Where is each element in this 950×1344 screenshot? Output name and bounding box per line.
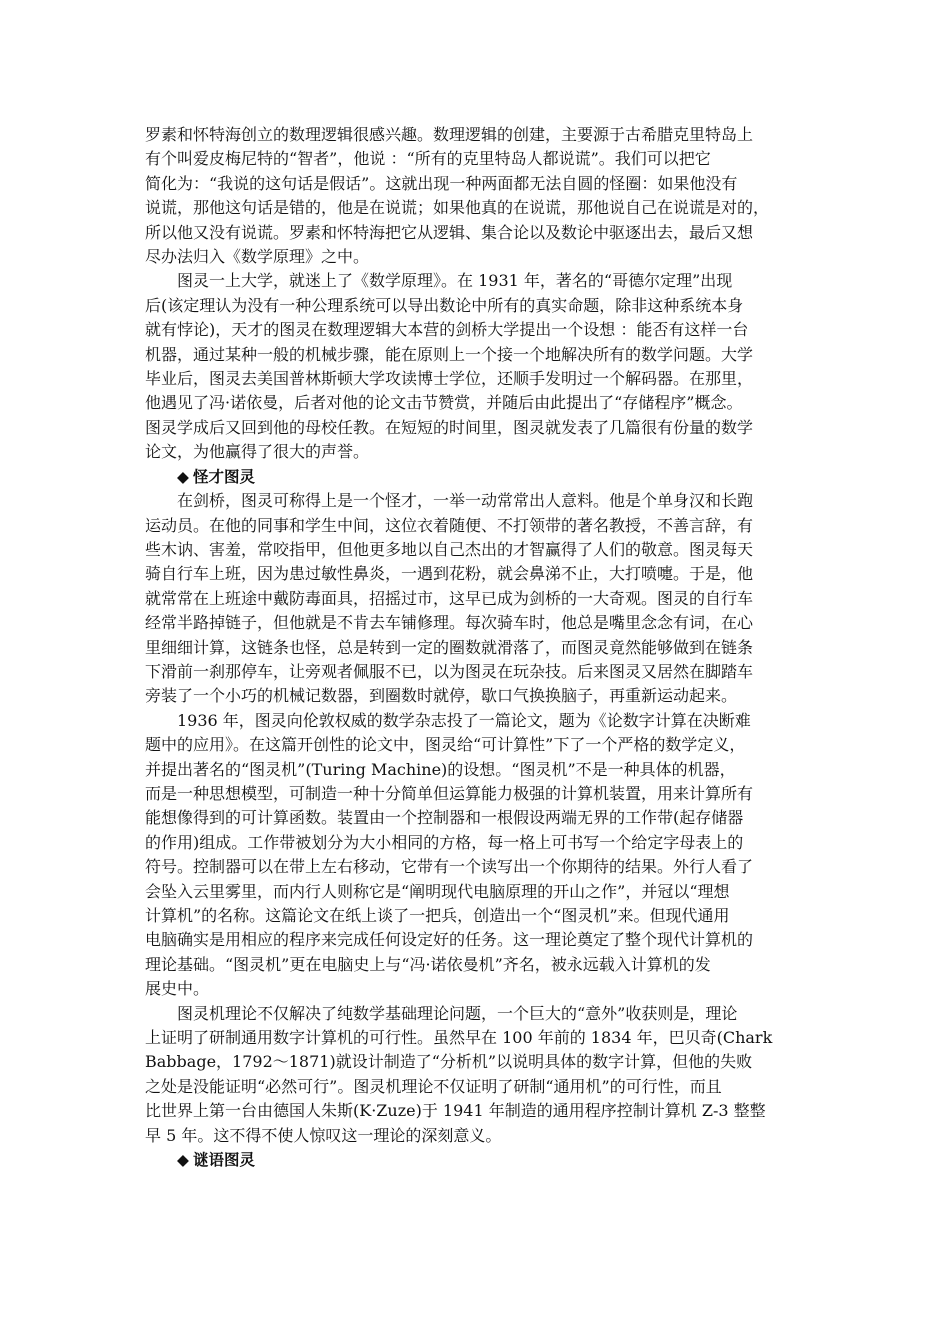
- text-line: 而是一种思想模型，可制造一种十分简单但运算能力极强的计算机装置，用来计算所有: [145, 783, 754, 803]
- diamond-bullet-icon: ◆: [177, 1151, 189, 1170]
- paragraph-cambridge: [145, 489, 810, 709]
- text-line: 骑自行车上班，因为患过敏性鼻炎，一遇到花粉，就会鼻涕不止，大打喷嚏。于是，他: [145, 564, 754, 584]
- text-line: 会坠入云里雾里，而内行人则称它是“阐明现代电脑原理的开山之作”，并冠以“理想: [145, 881, 730, 901]
- text-line: 能想像得到的可计算函数。装置由一个控制器和一根假设两端无界的工作带(起存储器: [145, 808, 744, 828]
- paragraph-turing-machine: [145, 709, 810, 1002]
- paragraph-feasibility: [145, 1002, 810, 1148]
- diamond-bullet-icon: ◆: [177, 467, 189, 486]
- text-line: 比世界上第一台由德国人朱斯(K·Zuze)于 1941 年制造的通用程序控制计算机 Z-3 整整: [145, 1101, 766, 1121]
- text-line: 就有悖论)，天才的图灵在数理逻辑大本营的剑桥大学提出一个设想 ：能否有这样一台: [145, 320, 749, 340]
- text-line: 旁装了一个小巧的机械记数器，到圈数时就停，歇口气换换脑子，再重新运动起来。: [145, 686, 738, 706]
- text-line: 所以他又没有说谎。罗素和怀特海把它从逻辑、集合论以及数论中驱逐出去，最后又想: [145, 222, 754, 242]
- text-line: 图灵机理论不仅解决了纯数学基础理论问题，一个巨大的“意外”收获则是，理论: [177, 1003, 738, 1023]
- text-line: 简化为：“我说的这句话是假话”。这就出现一种两面都无法自圆的怪圈：如果他没有: [145, 173, 738, 193]
- paragraph-university: [145, 269, 810, 464]
- text-line: 的作用)组成。工作带被划分为大小相同的方格，每一格上可书写一个给定字母表上的: [145, 832, 744, 852]
- text-line: 说谎，那他这句话是错的，他是在说谎；如果他真的在说谎，那他说自己在说谎是对的，: [145, 198, 770, 218]
- text-line: 些木讷、害羞，常咬指甲，但他更多地以自己杰出的才智赢得了人们的敬意。图灵每天: [145, 539, 754, 559]
- text-line: 下滑前一刹那停车，让旁观者佩服不已，以为图灵在玩杂技。后来图灵又居然在脚踏车: [145, 661, 754, 681]
- text-line: 他遇见了冯·诺依曼，后者对他的论文击节赞赏，并随后由此提出了“存储程序”概念。: [145, 393, 743, 413]
- text-line: 之处是没能证明“必然可行”。图灵机理论不仅证明了研制“通用机”的可行性，而且: [145, 1076, 722, 1096]
- text-line: 里细细计算，这链条也怪，总是转到一定的圈数就滑落了，而图灵竟然能够做到在链条: [145, 637, 754, 657]
- text-line: 早 5 年。这不得不使人惊叹这一理论的深刻意义。: [145, 1125, 502, 1145]
- text-line: 论文，为他赢得了很大的声誉。: [145, 442, 370, 462]
- paragraph-logic-paradox: [145, 123, 810, 269]
- text-line: 1936 年，图灵向伦敦权威的数学杂志投了一篇论文，题为《论数字计算在决断难: [177, 710, 751, 730]
- text-line: 电脑确实是用相应的程序来完成任何设定好的任务。这一理论奠定了整个现代计算机的: [145, 930, 754, 950]
- text-line: 就常常在上班途中戴防毒面具，招摇过市，这早已成为剑桥的一大奇观。图灵的自行车: [145, 588, 754, 608]
- text-line: 图灵学成后又回到他的母校任教。在短短的时间里，图灵就发表了几篇很有份量的数学: [145, 417, 754, 437]
- text-line: 并提出著名的“图灵机”(Turing Machine)的设想。“图灵机”不是一种具体的机器，: [145, 759, 736, 779]
- section-heading-text: 怪才图灵: [193, 467, 256, 486]
- text-line: 理论基础。“图灵机”更在电脑史上与“冯·诺依曼机”齐名，被永远载入计算机的发: [145, 954, 711, 974]
- text-line: 机器，通过某种一般的机械步骤，能在原则上一个接一个地解决所有的数学问题。大学: [145, 344, 754, 364]
- text-line: 符号。控制器可以在带上左右移动，它带有一个读写出一个你期待的结果。外行人看了: [145, 857, 754, 877]
- text-line: 展史中。: [145, 979, 210, 999]
- text-line: 图灵一上大学，就迷上了《数学原理》。在 1931 年，著名的“哥德尔定理”出现: [177, 271, 733, 291]
- text-line: 尽办法归入《数学原理》之中。: [145, 247, 370, 267]
- text-line: 在剑桥，图灵可称得上是一个怪才，一举一动常常出人意料。他是个单身汉和长跑: [177, 491, 754, 511]
- section-heading-riddle-turing: [145, 1148, 810, 1172]
- text-line: 运动员。在他的同事和学生中间，这位衣着随便、不打领带的著名教授，不善言辞，有: [145, 515, 754, 535]
- text-line: 毕业后，图灵去美国普林斯顿大学攻读博士学位，还顺手发明过一个解码器。在那里，: [145, 369, 754, 389]
- text-line: 罗素和怀特海创立的数理逻辑很感兴趣。数理逻辑的创建，主要源于古希腊克里特岛上: [145, 125, 754, 144]
- text-line: Babbage，1792～1871)就设计制造了“分析机”以说明具体的数字计算，但他的失败: [145, 1052, 753, 1072]
- document-page: [145, 123, 810, 1172]
- text-line: 计算机”的名称。这篇论文在纸上谈了一把兵，创造出一个“图灵机”来。但现代通用: [145, 906, 730, 925]
- text-line: 上证明了研制通用数字计算机的可行性。虽然早在 100 年前的 1834 年，巴贝奇(Chark: [145, 1028, 773, 1048]
- text-line: 后(该定理认为没有一种公理系统可以导出数论中所有的真实命题，除非这种系统本身: [145, 295, 744, 315]
- section-heading-text: 谜语图灵: [193, 1151, 256, 1170]
- section-heading-eccentric-turing: [145, 465, 810, 489]
- text-line: 经常半路掉链子，但他就是不肯去车铺修理。每次骑车时，他总是嘴里念念有词，在心: [145, 613, 754, 633]
- text-line: 题中的应用》。在这篇开创性的论文中，图灵给“可计算性”下了一个严格的数学定义，: [145, 735, 746, 755]
- text-line: 有个叫爱皮梅尼特的“智者”，他说 ：“所有的克里特岛人都说谎”。我们可以把它: [145, 149, 711, 169]
